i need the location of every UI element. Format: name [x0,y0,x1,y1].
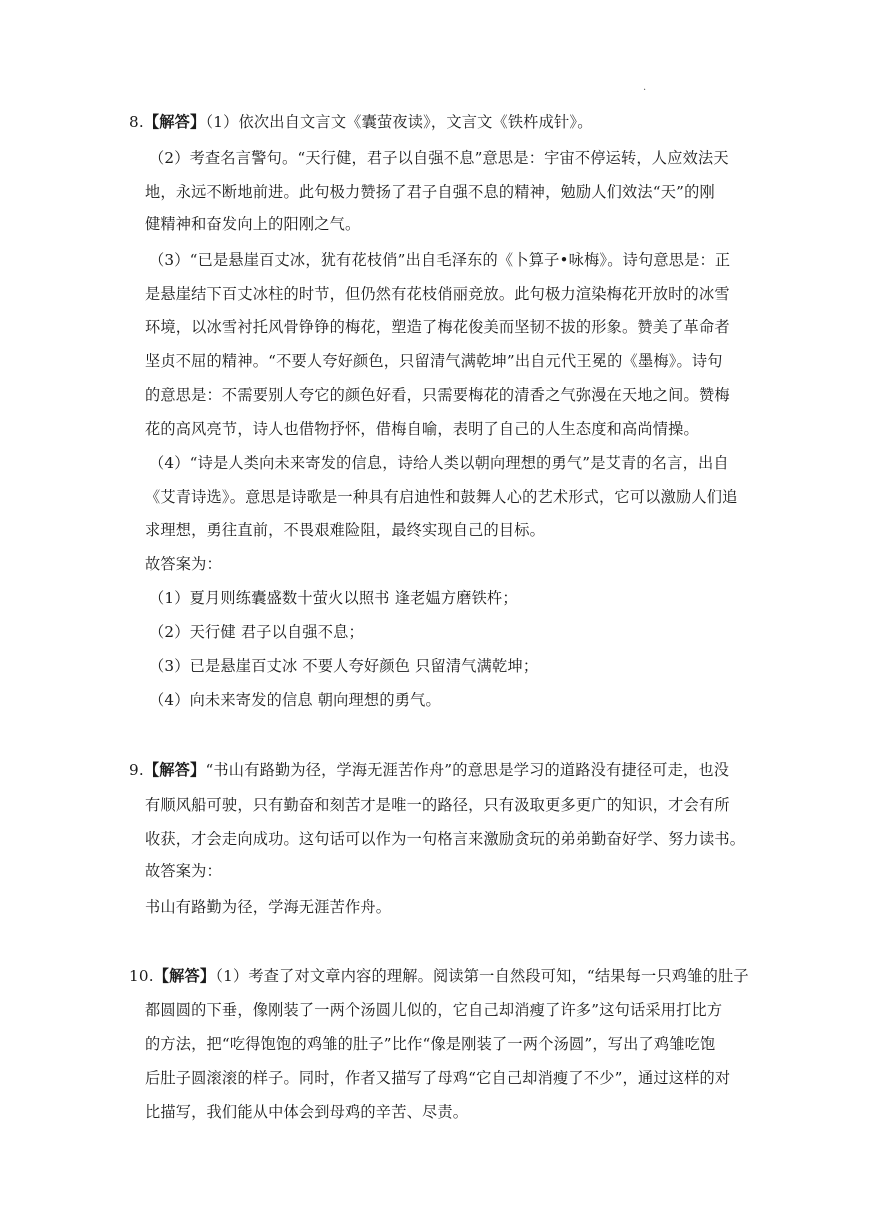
q8-line-14: 故答案为： [145,555,222,573]
q8-line-12: 《艾青诗选》。意思是诗歌是一种具有启迪性和鼓舞人心的艺术形式，它可以激励人们追 [145,488,738,506]
q8-line-16: （2）天行健 君子以自强不息； [149,623,364,641]
q10-text: （1）考查了对文章内容的理解。阅读第一自然段可知，“结果每一只鸡雏的肚子 [215,967,749,985]
q8-line-1 [129,112,593,132]
q8-answer-label: 【解答】 [143,113,206,131]
q8-line-4: 健精神和奋发向上的阳刚之气。 [145,215,361,233]
q8-line-6: 是悬崖结下百丈冰柱的时节，但仍然有花枝俏丽竞放。此句极力渲染梅花开放时的冰雪 [145,285,730,303]
q8-line-7: 环境，以冰雪衬托风骨铮铮的梅花，塑造了梅花俊美而坚韧不拔的形象。赞美了革命者 [145,318,730,336]
q8-line-9: 的意思是：不需要别人夸它的颜色好看，只需要梅花的清香之气弥漫在天地之间。赞梅 [145,386,730,404]
q9-line-3: 收获，才会走向成功。这句话可以作为一句格言来激励贪玩的弟弟勤奋好学、努力读书。 [145,830,746,848]
q9-number: 9. [129,761,144,779]
q9-line-4: 故答案为： [145,862,222,880]
q10-line-2: 都圆圆的下垂，像刚装了一两个汤圆儿似的，它自己却消瘦了许多”这句话采用打比方 [145,1001,723,1019]
q8-line-15: （1）夏月则练囊盛数十萤火以照书 逢老媪方磨铁杵； [149,589,518,607]
q8-line-8: 坚贞不屈的精神。“不要人夸好颜色，只留清气满乾坤”出自元代王冕的《墨梅》。诗句 [145,352,723,370]
q9-line-2: 有顺风船可驶，只有勤奋和刻苦才是唯一的路径，只有汲取更多更广的知识，才会有所 [145,796,730,814]
q9-text: “书山有路勤为径，学海无涯苦作舟”的意思是学习的道路没有捷径可走，也没 [205,761,730,779]
q10-number: 10. [129,967,154,985]
q10-line-1 [129,966,749,986]
q9-line-1 [129,760,729,780]
q8-line-2: （2）考查名言警句。“天行健，君子以自强不息”意思是：宇宙不停运转，人应效法天 [149,149,729,167]
q10-line-5: 比描写，我们能从中体会到母鸡的辛苦、尽责。 [145,1103,469,1121]
q8-line-11: （4）“诗是人类向未来寄发的信息，诗给人类以朝向理想的勇气”是艾青的名言，出自 [149,454,729,472]
q9-answer-label: 【解答】 [143,761,206,779]
q8-line-3: 地，永远不断地前进。此句极力赞扬了君子自强不息的精神，勉励人们效法“天”的刚 [145,183,715,201]
q8-line-13: 求理想，勇往直前，不畏艰难险阻，最终实现自己的目标。 [145,521,546,539]
q8-line-10: 花的高风亮节，诗人也借物抒怀，借梅自喻，表明了自己的人生态度和高尚情操。 [145,420,699,438]
q8-line-17: （3）已是悬崖百丈冰 不要人夸好颜色 只留清气满乾坤； [149,657,539,675]
q10-line-4: 后肚子圆滚滚的样子。同时，作者又描写了母鸡“它自己却消瘦了不少”，通过这样的对 [145,1069,731,1087]
q8-line-18: （4）向未来寄发的信息 朝向理想的勇气。 [149,691,441,709]
q10-line-3: 的方法，把“吃得饱饱的鸡雏的肚子”比作“像是刚装了一两个汤圆”，写出了鸡雏吃饱 [145,1035,716,1053]
page-mark: . [643,82,647,93]
q8-text: （1）依次出自文言文《囊萤夜读》，文言文《铁杵成针》。 [205,113,593,131]
q8-line-5: （3）“已是悬崖百丈冰，犹有花枝俏”出自毛泽东的《卜算子•咏梅》。诗句意思是：正 [149,251,731,269]
q9-line-5: 书山有路勤为径，学海无涯苦作舟。 [145,898,392,916]
q8-number: 8. [129,113,144,131]
q10-answer-label: 【解答】 [153,967,216,985]
